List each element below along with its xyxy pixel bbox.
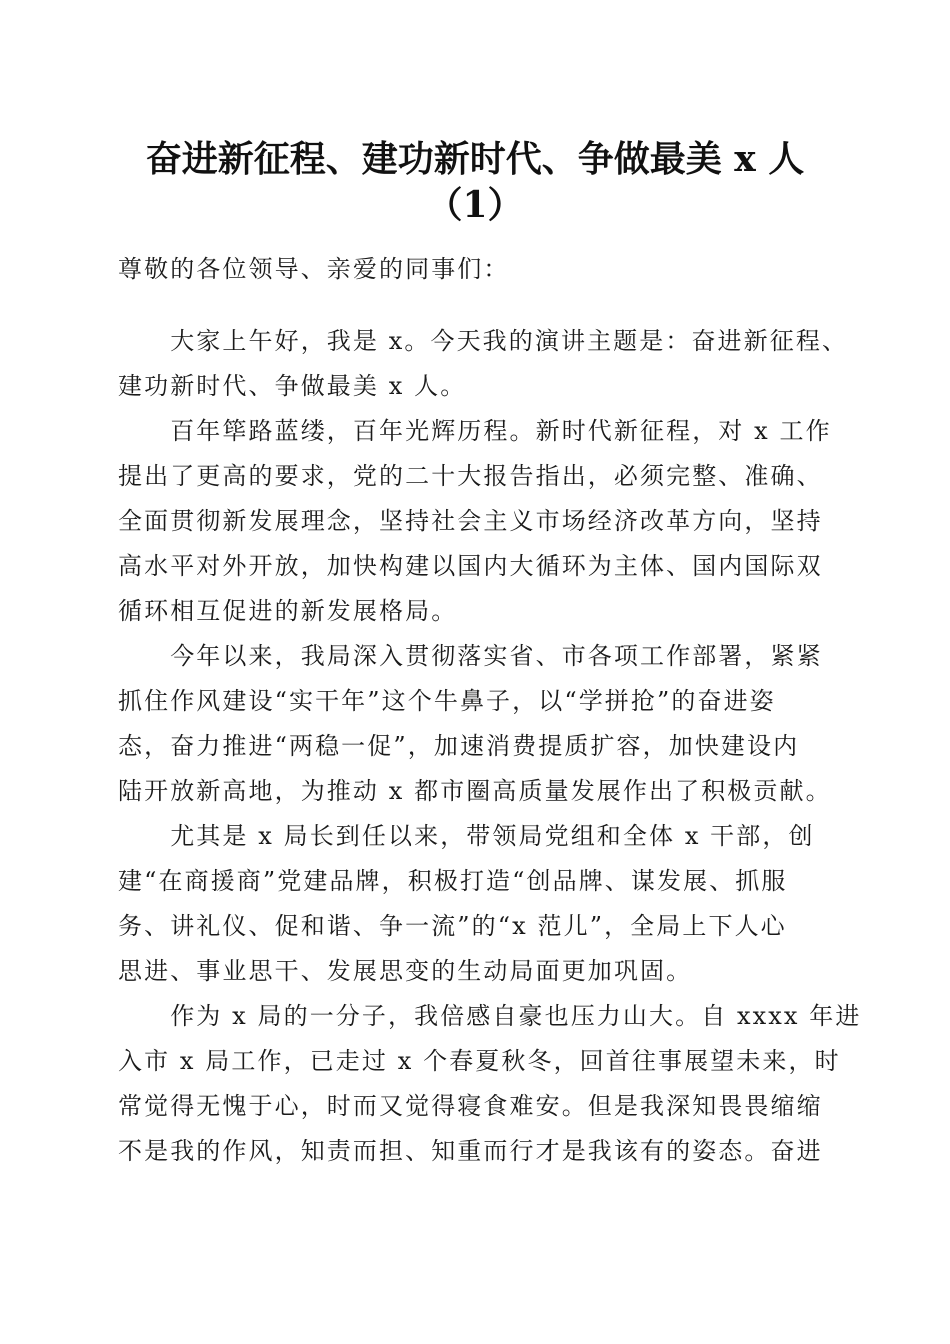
text-line: 思进、事业思干、发展思变的生动局面更加巩固。 xyxy=(118,957,693,985)
text-line: 建功新时代、争做最美 x 人。 xyxy=(118,372,467,400)
text-line: 作为 x 局的一分子，我倍感自豪也压力山大。自 xxxx 年进 xyxy=(118,1002,862,1030)
text-line: 建“在商援商”党建品牌，积极打造“创品牌、谋发展、抓服 xyxy=(118,867,788,895)
text-line: 不是我的作风，知责而担、知重而行才是我该有的姿态。奋进 xyxy=(118,1137,823,1165)
text-line: 务、讲礼仪、促和谐、争一流”的“x 范儿”，全局上下人心 xyxy=(118,912,787,940)
text-line: 大家上午好，我是 x。今天我的演讲主题是：奋进新征程、 xyxy=(118,327,849,355)
text-line: 尤其是 x 局长到任以来，带领局党组和全体 x 干部，创 xyxy=(118,822,815,850)
document-title-number: （1） xyxy=(426,184,524,226)
text-line: 抓住作风建设“实干年”这个牛鼻子，以“学拼抢”的奋进姿 xyxy=(118,687,776,715)
text-line: 循环相互促进的新发展格局。 xyxy=(118,597,458,625)
text-line: 提出了更高的要求，党的二十大报告指出，必须完整、准确、 xyxy=(118,462,823,490)
text-line: 常觉得无愧于心，时而又觉得寝食难安。但是我深知畏畏缩缩 xyxy=(118,1092,823,1120)
text-line: 百年筚路蓝缕，百年光辉历程。新时代新征程，对 x 工作 xyxy=(118,417,832,445)
text-line: 今年以来，我局深入贯彻落实省、市各项工作部署，紧紧 xyxy=(118,642,823,670)
text-line: 入市 x 局工作，已走过 x 个春夏秋冬，回首往事展望未来，时 xyxy=(118,1047,841,1075)
salutation: 尊敬的各位领导、亲爱的同事们： xyxy=(118,255,510,283)
text-line: 全面贯彻新发展理念，坚持社会主义市场经济改革方向，坚持 xyxy=(118,507,823,535)
text-line: 高水平对外开放，加快构建以国内大循环为主体、国内国际双 xyxy=(118,552,823,580)
text-line: 陆开放新高地，为推动 x 都市圈高质量发展作出了积极贡献。 xyxy=(118,777,832,805)
text-line: 态，奋力推进“两稳一促”，加速消费提质扩容，加快建设内 xyxy=(118,732,800,760)
document-title: 奋进新征程、建功新时代、争做最美 x 人 xyxy=(145,138,805,180)
